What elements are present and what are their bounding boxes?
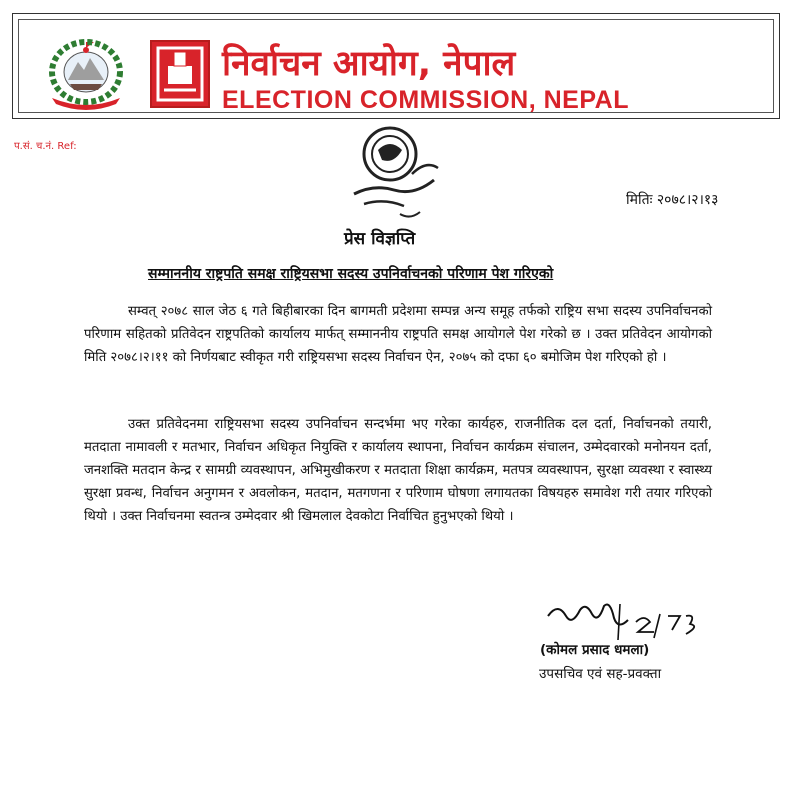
org-name-nepali: निर्वाचन आयोग, नेपाल: [222, 44, 516, 84]
signer-title: उपसचिव एवं सह-प्रवक्ता: [539, 666, 662, 682]
press-release-subject: सम्माननीय राष्ट्रपति समक्ष राष्ट्रियसभा सदस्य उपनिर्वाचनको परिणाम पेश गरिएको: [148, 266, 554, 282]
org-name-english: ELECTION COMMISSION, NEPAL: [222, 86, 629, 114]
document-date: मितिः २०७८।२।१३: [626, 192, 719, 208]
body-paragraph-1: सम्वत् २०७८ साल जेठ ६ गते बिहीबारका दिन बागमती प्रदेशमा सम्पन्न अन्य समूह तर्फको राष्ट्रिय सभा सदस्य उपनिर्वाचनको परिणाम सहितको प्रतिवेदन राष्ट्रपतिको कार्यालय मार्फत् सम्माननीय राष्ट्रपति समक्ष आयोगले पेश गरेको छ । उक्त प्रतिवेदन आयोगको मिति २०७८।२।११ को निर्णयबाट स्वीकृत गरी राष्ट्रियसभा सदस्य निर्वाचन ऐन, २०७५ को दफा ६० बमोजिम पेश गरिएको हो ।: [84, 304, 712, 365]
nepal-emblem-icon: [40, 28, 132, 110]
reference-label: प.सं. च.नं. Ref:: [14, 141, 77, 152]
body-paragraph-2: उक्त प्रतिवेदनमा राष्ट्रियसभा सदस्य उपनिर्वाचन सन्दर्भमा भए गरेका कार्यहरु, राजनीतिक दल दर्ता, निर्वाचनको तयारी, मतदाता नामावली र मतभार, निर्वाचन अधिकृत नियुक्ति र कार्यालय स्थापना, निर्वाचन कार्यक्रम संचालन, उम्मेदवारको मनोनयन दर्ता, जनशक्ति मतदान केन्द्र र सामग्री व्यवस्थापन, अभिमुखीकरण र मतदाता शिक्षा कार्यक्रम, मतपत्र व्यवस्थापन, सुरक्षा व्यवस्था र स्वास्थ्य सुरक्षा प्रवन्ध, निर्वाचन अनुगमन र अवलोकन, मतदान, मतगणना र परिणाम घोषणा लगायतका विषयहरु समावेश गरी तयार गरिएको थियो । उक्त निर्वाचनमा स्वतन्त्र उम्मेदवार श्री खिमलाल देवकोटा निर्वाचित हुनुभएको थियो ।: [84, 417, 712, 524]
ballot-box-logo-icon: [150, 40, 210, 108]
commission-seal-stamp: [334, 120, 454, 232]
press-release-title: प्रेस विज्ञप्ति: [344, 229, 416, 249]
signer-name: (कोमल प्रसाद धमला): [540, 642, 650, 658]
